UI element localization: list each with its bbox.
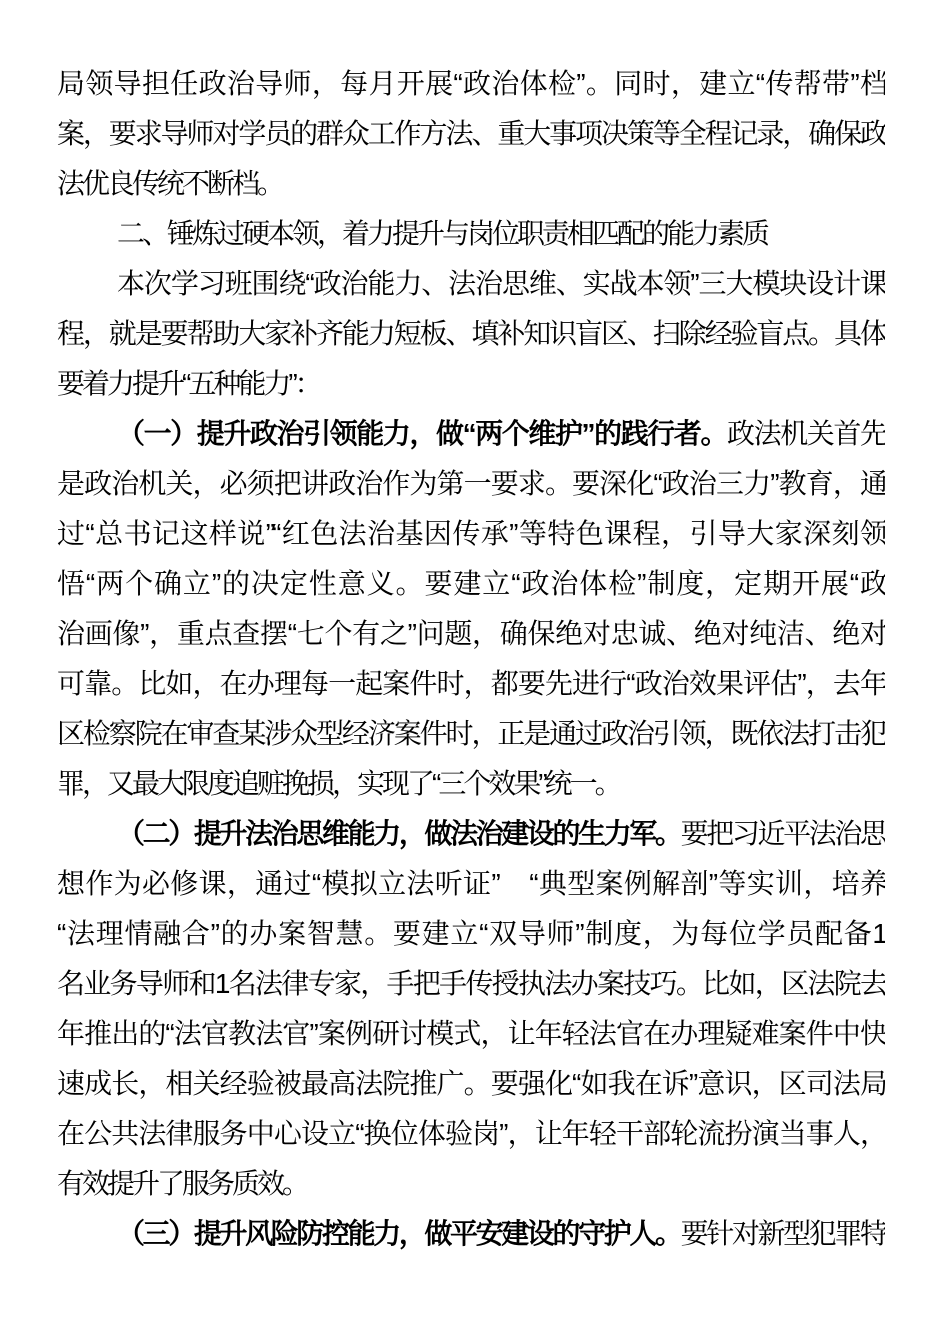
text-segment: 是政治机关，必须把讲政治作为第一要求。要深化“政治三力”教育，通 (57, 468, 885, 499)
text-segment: 想作为必修课，通过“模拟立法听证” “典型案例解剖”等实训，培养 (57, 868, 885, 899)
text-line (57, 609, 885, 659)
text-line (57, 59, 885, 109)
text-line (57, 459, 885, 509)
text-line (57, 159, 885, 209)
text-segment: 要针对新型犯罪特 (680, 1218, 885, 1249)
text-line (57, 509, 885, 559)
text-segment: 在公共法律服务中心设立“换位体验岗”，让年轻干部轮流扮演当事人， (57, 1118, 885, 1149)
text-segment: 速成长，相关经验被最高法院推广。要强化“如我在诉”意识，区司法局 (57, 1068, 885, 1099)
text-line (57, 259, 885, 309)
text-line (57, 109, 885, 159)
document-body (57, 59, 885, 1259)
text-line (57, 1209, 885, 1259)
text-segment: 程，就是要帮助大家补齐能力短板、填补知识盲区、扫除经验盲点。具体 (57, 318, 885, 349)
text-line (57, 559, 885, 609)
text-segment: 名业务导师和1名法律专家，手把手传授执法办案技巧。比如，区法院去 (57, 968, 885, 999)
text-line (57, 859, 885, 909)
text-segment: 有效提升了服务质效。 (57, 1168, 308, 1199)
bold-text-segment: （一）提升政治引领能力，做“两个维护”的践行者。 (117, 418, 728, 449)
text-segment: 要着力提升“五种能力”： (57, 368, 320, 399)
text-line (57, 709, 885, 759)
text-line (57, 959, 885, 1009)
text-segment: 区检察院在审查某涉众型经济案件时，正是通过政治引领，既依法打击犯 (57, 718, 885, 749)
text-line (57, 1059, 885, 1109)
text-line (57, 409, 885, 459)
text-line (57, 1109, 885, 1159)
text-segment: 案，要求导师对学员的群众工作方法、重大事项决策等全程记录，确保政 (57, 118, 885, 149)
text-segment: 治画像”，重点查摆“七个有之”问题，确保绝对忠诚、绝对纯洁、绝对 (57, 618, 885, 649)
text-segment: “法理情融合”的办案智慧。要建立“双导师”制度，为每位学员配备1 (57, 918, 885, 949)
text-segment: 要把习近平法治思 (680, 818, 885, 849)
text-segment: 政法机关首先 (727, 418, 885, 449)
text-line (57, 809, 885, 859)
text-segment: 二、锤炼过硬本领，着力提升与岗位职责相匹配的能力素质 (117, 218, 768, 249)
text-segment: 过“总书记这样说”“红色法治基因传承”等特色课程，引导大家深刻领 (57, 518, 885, 549)
text-line (57, 309, 885, 359)
bold-text-segment: （三）提升风险防控能力，做平安建设的守护人。 (117, 1218, 681, 1249)
text-segment: 局领导担任政治导师，每月开展“政治体检”。同时，建立“传帮带”档 (57, 68, 885, 99)
text-segment: 法优良传统不断档。 (57, 168, 283, 199)
text-segment: 悟“两个确立”的决定性意义。要建立“政治体检”制度，定期开展“政 (57, 568, 885, 599)
text-line (57, 1009, 885, 1059)
text-segment: 本次学习班围绕“政治能力、法治思维、实战本领”三大模块设计课 (117, 268, 885, 299)
text-segment: 罪，又最大限度追赃挽损，实现了“三个效果”统一。 (57, 768, 620, 799)
text-line (57, 1159, 885, 1209)
text-segment: 可靠。比如，在办理每一起案件时，都要先进行“政治效果评估”，去年 (57, 668, 885, 699)
text-line (57, 359, 885, 409)
text-line (57, 209, 885, 259)
text-line (57, 659, 885, 709)
text-segment: 年推出的“法官教法官”案例研讨模式，让年轻法官在办理疑难案件中快 (57, 1018, 885, 1049)
text-line (57, 759, 885, 809)
bold-text-segment: （二）提升法治思维能力，做法治建设的生力军。 (117, 818, 681, 849)
text-line (57, 909, 885, 959)
